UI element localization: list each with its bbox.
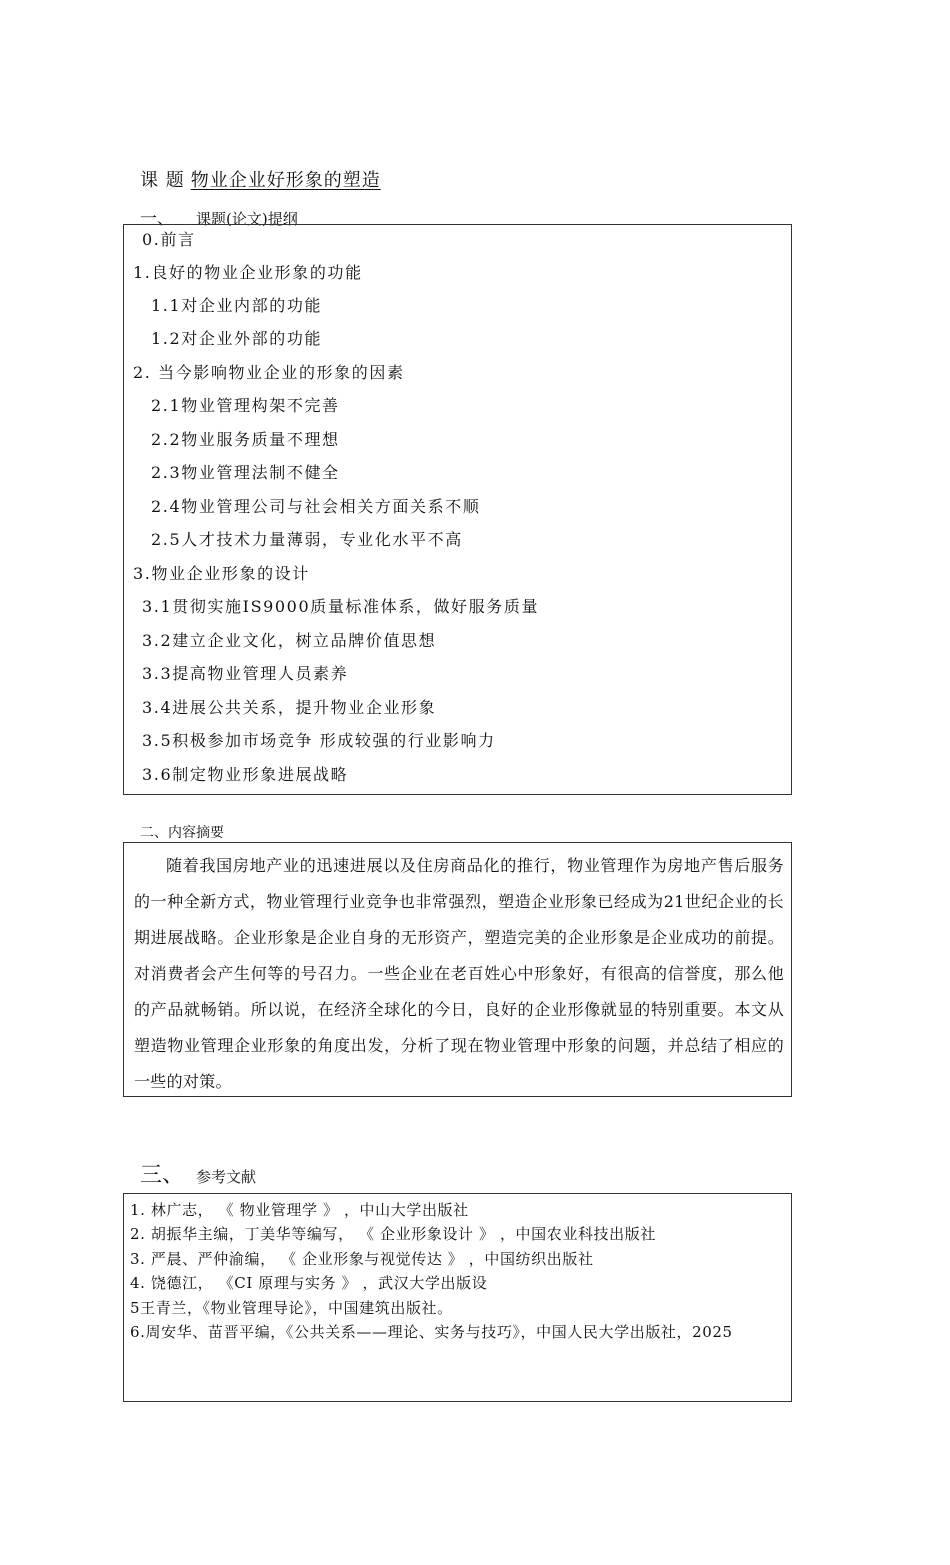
reference-item: 3. 严晨、严仲渝编， 《 企业形象与视觉传达 》 ，中国纺织出版社	[130, 1249, 594, 1268]
references-box	[123, 1193, 792, 1402]
outline-item: 1.良好的物业企业形象的功能	[133, 263, 363, 282]
abstract-text: 随着我国房地产业的迅速进展以及住房商品化的推行，物业管理作为房地产售后服务的一种全新方式，物业管理行业竞争也非常强烈，塑造企业形象已经成为21世纪企业的长期进展战略。企业形象是企业自身的无形资产，塑造完美的企业形象是企业成功的前提。对消费者会产生何等的号召力。一些企业在老百姓心中形象好，有很高的信誉度，那么他的产品就畅销。所以说，在经济全球化的今日，良好的企业形像就显的特别重要。本文从塑造物业管理企业形象的角度出发，分析了现在物业管理中形象的问题，并总结了相应的一些的对策。	[134, 856, 784, 1091]
outline-heading-number: 一、	[140, 209, 174, 229]
outline-item: 3.1贯彻实施IS9000质量标准体系，做好服务质量	[142, 597, 540, 616]
reference-item: 1. 林广志， 《 物业管理学 》 ，中山大学出版社	[130, 1201, 469, 1219]
abstract-box	[123, 842, 792, 1097]
reference-item: 2. 胡振华主编，丁美华等编写， 《 企业形象设计 》 ，中国农业科技出版社	[130, 1225, 656, 1244]
topic-label: 课 题	[140, 170, 185, 191]
outline-item: 3.6制定物业形象进展战略	[142, 765, 349, 784]
references-heading-label: 参考文献	[196, 1168, 257, 1186]
outline-item: 1.1对企业内部的功能	[151, 296, 323, 315]
outline-item: 2.4物业管理公司与社会相关方面关系不顺	[151, 497, 481, 516]
outline-item: 2.1物业管理构架不完善	[151, 396, 340, 415]
outline-item: 1.2对企业外部的功能	[151, 329, 323, 348]
outline-item: 3.2建立企业文化，树立品牌价值思想	[142, 631, 437, 650]
outline-item: 0.前言	[142, 230, 196, 249]
abstract-heading	[140, 822, 224, 842]
reference-item: 6.周安华、苗晋平编，《公共关系——理论、实务与技巧》，中国人民大学出版社，2025	[130, 1323, 733, 1342]
outline-item: 3.4进展公共关系，提升物业企业形象	[142, 698, 437, 717]
topic-line	[140, 166, 381, 192]
outline-item: 2. 当今影响物业企业的形象的因素	[133, 363, 405, 382]
topic-title: 物业企业好形象的塑造	[190, 170, 381, 191]
reference-item: 4. 饶德江， 《CI 原理与实务 》 ，武汉大学出版设	[130, 1274, 488, 1293]
outline-item: 3.5积极参加市场竞争 形成较强的行业影响力	[142, 731, 496, 750]
outline-item: 2.5人才技术力量薄弱，专业化水平不高	[151, 530, 463, 549]
outline-item: 3.3提高物业管理人员素养	[142, 664, 349, 683]
reference-item: 5王青兰，《物业管理导论》，中国建筑出版社。	[130, 1298, 453, 1317]
outline-heading-label: 课题(论文)提纲	[196, 210, 298, 228]
references-heading-number: 三、	[140, 1163, 185, 1188]
outline-item: 2.3物业管理法制不健全	[151, 463, 340, 482]
outline-box	[123, 224, 792, 795]
abstract-heading-label: 二、内容摘要	[140, 825, 224, 841]
references-list	[130, 1198, 786, 1344]
outline-item: 3.物业企业形象的设计	[133, 564, 310, 583]
outline-item: 2.2物业服务质量不理想	[151, 430, 340, 449]
references-heading	[140, 1158, 256, 1189]
